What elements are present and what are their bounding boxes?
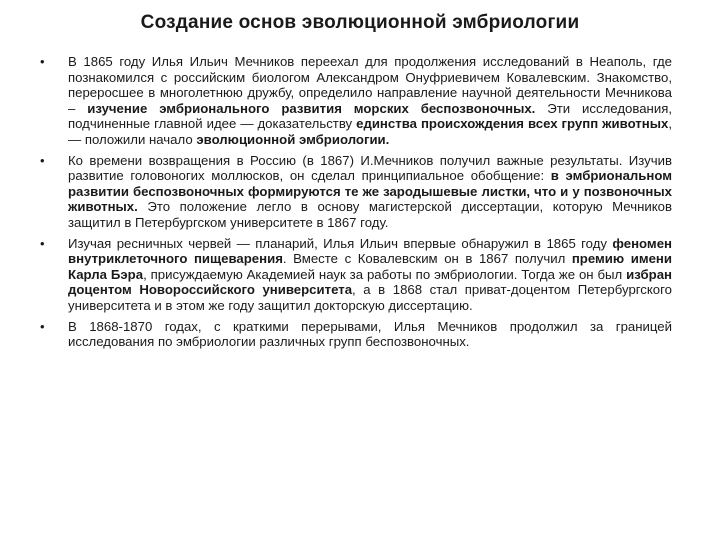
bullet-text (68, 54, 672, 147)
bullet-dot-icon: • (40, 54, 45, 69)
text-segment-bold: в эмбриональном развитии беспозвоночных формируются те же зародышевые листки, что и у позвоночных животных. (68, 168, 672, 215)
text-segment-bold: единства происхождения всех групп животных (356, 116, 669, 132)
text-segment: , а в 1868 стал приват-доцентом Петербургского университета и в этом же году защитил докторскую диссертацию. (68, 282, 672, 313)
text-segment: В 1868-1870 годах, с краткими перерывами, Илья Мечников продолжил за границей исследования по эмбриологии различных групп беспозвоночных. (68, 318, 672, 350)
bullet-text (68, 319, 672, 350)
text-segment: Эти исследования, подчиненные главной идее — доказательству (68, 100, 672, 132)
text-segment-bold: эволюционной эмбриологии. (196, 131, 390, 147)
bullet-item (40, 236, 672, 314)
bullet-dot-icon: • (40, 152, 45, 168)
bullet-item (40, 54, 672, 148)
bullet-item (40, 153, 672, 231)
text-segment-bold: премию имени Карла Бэра (68, 251, 672, 282)
text-segment: Изучая ресничных червей — планарий, Илья Ильич впервые обнаружил в 1865 году (68, 235, 613, 251)
bullet-dot-icon: • (40, 235, 45, 251)
text-segment: Это положение легло в основу магистерской диссертации, которую Мечников защитил в Петербургском университете в 1867 году. (68, 199, 672, 230)
text-segment: , — положили начало (68, 116, 672, 147)
text-segment: В 1865 году Илья Ильич Мечников переехал для продолжения исследований в Неаполь, где познакомился с российским биологом Александром Онуфриевичем Ковалевским. Знакомство, переросшее в многолетнюю дружбу, определило направление научной деятельности Мечникова – (68, 54, 672, 116)
text-segment: , присуждаемую Академией наук за работы по эмбриологии. Тогда же он был (143, 266, 627, 282)
bullet-list (40, 54, 672, 355)
bullet-dot-icon: • (40, 318, 45, 334)
bullet-item (40, 319, 672, 350)
bullet-text (68, 236, 672, 313)
bullet-text (68, 153, 672, 230)
text-segment: . Вместе с Ковалевским он в 1867 получил (282, 251, 572, 267)
text-segment-bold: изучение эмбрионального развития морских беспозвоночных. (87, 100, 536, 116)
slide-title: Создание основ эволюционной эмбриологии (140, 12, 580, 33)
text-segment-bold: избран доцентом Новороссийского университета (68, 266, 672, 298)
text-segment: Ко времени возвращения в Россию (в 1867) И.Мечников получил важные результаты. Изучив развитие головоногих моллюсков, он сделал принципиальное обобщение: (68, 152, 672, 184)
text-segment-bold: феномен внутриклеточного пищеварения (68, 235, 672, 267)
